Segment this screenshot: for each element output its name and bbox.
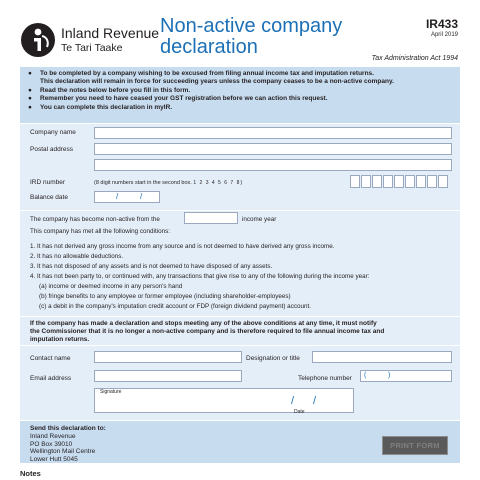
date-label: Date (294, 409, 305, 415)
nonactive-suffix: income year (242, 216, 277, 223)
bullet-icon: ● (28, 103, 32, 111)
brand-name: Inland Revenue (61, 25, 160, 41)
form-code: IR433 (425, 17, 458, 31)
declaration-section (20, 211, 460, 316)
ird-digit-box[interactable] (427, 175, 437, 188)
email-field[interactable] (94, 370, 242, 382)
signature-label: Signature (100, 389, 122, 395)
contact-section (20, 346, 460, 420)
bullet-icon: ● (28, 86, 32, 94)
notice-item: ● Remember you need to have ceased your GST registration before we can action this request. (28, 95, 328, 103)
balance-date-label: Balance date (30, 194, 68, 201)
ird-number-label: IRD number (30, 179, 66, 186)
condition-item: 1. It has not derived any gross income from any source and is not deemed to have derived any gross income. (30, 243, 335, 250)
address-line: PO Box 39010 (30, 440, 73, 448)
postal-address-field-line1[interactable] (94, 143, 452, 155)
subcondition-item: (c) a debit in the company's imputation credit account or FDP (foreign dividend payment) account. (39, 303, 311, 310)
company-name-label: Company name (30, 129, 76, 136)
phone-open-paren: ( (364, 372, 367, 379)
subcondition-item: (a) income or deemed income in any person's hand (39, 283, 183, 290)
date-separator: / (140, 192, 143, 201)
contact-name-label: Contact name (30, 355, 71, 362)
form-header (0, 0, 480, 66)
date-separator: / (291, 395, 295, 407)
brand-maori-name: Te Tari Taake (61, 42, 123, 54)
date-separator: / (313, 395, 317, 407)
ird-digit-box[interactable] (372, 175, 382, 188)
page-title-line1: Non-active company (160, 15, 343, 37)
print-form-button[interactable]: PRINT FORM (382, 436, 448, 455)
ird-digit-box[interactable] (416, 175, 426, 188)
warning-line: the Commissioner that it is no longer a non-active company and is therefore required to file annual income tax and (30, 328, 385, 335)
send-address (30, 425, 106, 464)
designation-label: Designation or title (246, 355, 300, 362)
address-line: Wellington Mail Centre (30, 448, 96, 456)
postal-address-field-line2[interactable] (94, 159, 452, 171)
warning-line: imputation returns. (30, 336, 90, 343)
inland-revenue-logo (20, 22, 56, 58)
email-label: Email address (30, 375, 72, 382)
warning-section (20, 317, 460, 345)
conditions-intro: This company has met all the following conditions: (30, 228, 171, 235)
address-line: Inland Revenue (30, 432, 76, 440)
phone-close-paren: ) (388, 372, 391, 379)
ird-digit-box[interactable] (350, 175, 360, 188)
contact-name-field[interactable] (94, 351, 242, 363)
company-name-field[interactable] (94, 127, 452, 139)
notes-heading: Notes (20, 469, 41, 478)
designation-field[interactable] (312, 351, 452, 363)
income-year-field[interactable] (184, 212, 238, 224)
balance-date-field[interactable] (94, 191, 160, 203)
bullet-icon: ● (28, 95, 32, 103)
instructions-box (20, 67, 460, 123)
ird-digit-box[interactable] (361, 175, 371, 188)
condition-item: 2. It has no allowable deductions. (30, 253, 124, 260)
page-title-line2: declaration (160, 36, 258, 58)
page-title (160, 16, 370, 58)
form-date: April 2019 (430, 32, 458, 38)
telephone-label: Telephone number (298, 375, 352, 382)
address-line: Lower Hutt 5045 (30, 456, 78, 464)
ird-digit-box[interactable] (383, 175, 393, 188)
notice-item: ● Read the notes below before you fill in this form. (28, 86, 191, 94)
ird-digit-box[interactable] (405, 175, 415, 188)
date-separator: / (116, 192, 119, 201)
ird-digit-box[interactable] (438, 175, 448, 188)
send-heading: Send this declaration to: (30, 425, 106, 432)
notice-item: This declaration will remain in force for succeeding years unless the company ceases to be a non-active company. (40, 78, 394, 86)
act-reference: Tax Administration Act 1994 (371, 55, 458, 62)
telephone-field[interactable] (360, 370, 452, 382)
condition-item: 4. It has not been party to, or continued with, any transactions that give rise to any of the following during the income year: (30, 273, 370, 280)
notice-item: ● You can complete this declaration in myIR. (28, 103, 173, 111)
ird-digit-box[interactable] (394, 175, 404, 188)
bullet-icon: ● (28, 70, 32, 77)
nonactive-prefix: The company has become non-active from the (30, 216, 160, 223)
subcondition-item: (b) fringe benefits to any employee or former employee (including shareholder-employees) (39, 293, 291, 300)
notice-item: ● To be completed by a company wishing to be excused from filing annual income tax and imputation returns. (28, 70, 374, 77)
condition-item: 3. It has not disposed of any assets and is not deemed to have disposed of any assets. (30, 263, 273, 270)
company-details-section (20, 124, 460, 210)
ird-number-hint: (8 digit numbers start in the second box. 1 2 3 4 5 6 7 8) (94, 180, 243, 186)
postal-address-label: Postal address (30, 146, 73, 153)
warning-line: If the company has made a declaration and stops meeting any of the above conditions at any time, it must notify (30, 320, 377, 327)
